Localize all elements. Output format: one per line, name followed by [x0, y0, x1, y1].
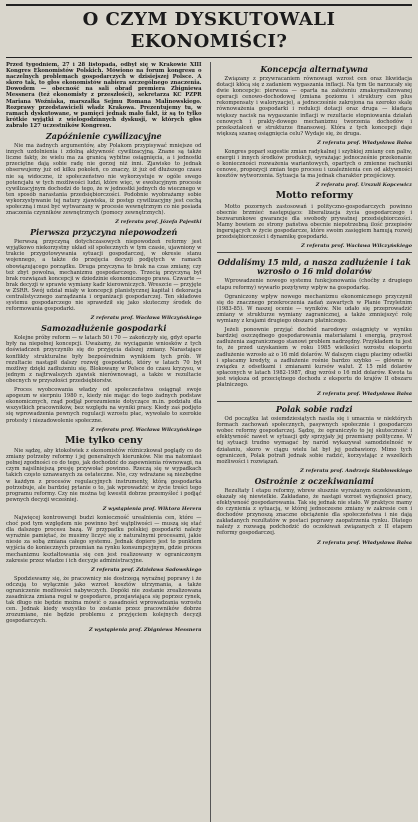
section-author: Z referatu prof. Wacława Wilczyńskiego: [90, 426, 202, 433]
title-rule: [6, 57, 412, 58]
section-heading: Ostrożnie z oczekiwaniami: [254, 475, 374, 486]
section-paragraph: Kongres poparł sugestie zmian radykalnej i szybkiej zmiany cen paliw, energii i innych środków produkcji, wyrażając jednocześnie przekonanie o konieczności rozważenia wariantowych, opartych o zmienne rachunki cenowe, propozycji zmian tego procesu i uzależnienia cen od aktywności kosztów wytworzenia. Sytuacja ta ma jednak charakter przejściowy.: [216, 148, 412, 180]
section-paragraph: Ograniczony wpływ nowego mechanizmu ekonomicznego przyczynił się do znacznego przekroczenia zadań zawartych w Planie Trzyletnim (1983-85). W naszej ocenie — wyników. Nie udało się przeprowadzić zmiany w strukturze wymiany zagranicznej, a także zmniejszyć rolę wymiany z krajami drugiego obszaru płatniczego.: [216, 293, 412, 325]
section-heading: Pierwsza przyczyna niepowodzeń: [30, 227, 178, 238]
section-paragraph: Nie sądzę, aby ktokolwiek z ekonomistów różniczkował poglądy co do zmiany potrzeby reformy i jej generalnych kierunków. Nie ma natomiast pełnej zgodności co do tego, jak dochodzić do zapewnienia równowagi, na czym najsilniejszą presję przywołać powinno. Rzeczą się w wypadkach takich często uznawanych za ostateczne. Nie, czy wdrażane są niezbędne w każdym z procesów regulacyjnych instrumenty, którą gospodarka potrzebuje, ale bardziej pytanie o to, jak wprowadzić w życie treści tego programu reformy. Czy nie można tej kwestii dobrze przemyśleć i podjąć pewnych decyzji wcześniej.: [6, 448, 202, 503]
section-paragraph: Wprowadzenie nowego systemu funkcjonowania (choćby z drugiego etapu reformy) wywarło pozytywny wpływ na gospodarkę.: [216, 278, 412, 291]
section-paragraph: Proces wyobcowania władzy od społeczeństwa osiągnął swoje apogeum w sierpniu 1980 r., kiedy nie mając do tego żadnych podstaw ekonomicznych, rząd podjął porozumienie dotyczące m.in. podziału dla wszystkich pracowników, bez względu na wyniki pracy. Kiedy zaś podjęto się wprowadzenia pewnych regulacji wzrostu płac, wywołało to szerokie protesty i niezadowolenie społeczne.: [6, 387, 202, 424]
section-paragraph: Jeżeli ponownie przyjąć dochód narodowy osiągnięty w wyniku bardziej oszczędnego gospodarowania materiałami i energią, przyrost zadłużenia zagranicznego stanowi problem nadrzędny. Przykładem tu jest to, że przed uzyskaniem w roku 1985 wielkości wzrostu eksportu zadłużenie wzrosło aż o 16 mld dolarów. W dalszym ciągu płacimy odsetki i spłacamy kredyty, a zadłużenie rośnie bardzo szybko — głównie w związku z odsetkami i zmianami kursów walut. Z 15 mld dolarów spłaconych w latach 1982-1987, dług wzrósł o 16 mld dolarów. Kwota ta jest większa od przeciętnego dochodu z eksportu do krajów II obszaru płatniczego.: [216, 327, 412, 388]
section-author: Z referatu prof. Andrzeja Stabłowskiego: [300, 467, 412, 474]
section-heading: Motto reformy: [275, 190, 353, 202]
lead-paragraph: Przed tygodniem, 27 i 28 listopada, odbył się w Krakowie XIII Kongres Ekonomistów Polskich. Mówiono na forum kongresu o naczelnych problemach gospodarczych w dzisiejszej Polsce. A skoro tak, to głos ekonomistów nabiera szczególnego znaczenia. Dowodem — obecność na sali obrad premiera Zbigniewa Messnera (też ekonomisty z przeszłości), sekretarza KC PZPR Mariana Woźniaka, marszałka Sejmu Romana Malinowskiego. Rozprawy przedstawicieli władz Krakowa. Prezentujemy tu, w ramach dyskutowane, w pamięci jednak mało fakt, iż są to tylko krótkie wyjątki z wielogodzinnych dyskusji, w których głos zabrało 127 uczestników Kongresu.: [6, 62, 202, 129]
section-heading: Koncepcja alternatywna: [260, 64, 369, 74]
section-author: Z referatu prof. Zdzisława Sadowskiego: [91, 566, 202, 573]
article-columns: [6, 62, 412, 822]
section-author: Z wystąpienia prof. Zbigniewa Messnera: [88, 627, 202, 634]
section-paragraph: Pierwszą przyczyną dotychczasowych niepowodzeń reformy jest wyjątkowo niekorzystny układ sił społecznych w tym czasie, ujawniony w trakcie przygotowywania sytuacji gospodarczej, w okresie stanu wojennego, a także do przejęcia decyzji podjętych w ramach obowiązującego porządku. Druga przyczyna to brak na czas zmiany, czy też zbyt powolna, mechanizmu gospodarczego. Trzecią przyczyną był brak rozwiązań koncepcji w dziedzinie ekonomicznego prawa. Czwarte — brak decyzji w sprawie wymiany kadr kierowniczych. Wreszcie — przyjęte w ZSRR. Swój udział miały w koncepcji planistycznej kapitał i dekoracja centralistycznego zarządzania i organizacji gospodarczej. Ten składowe systemu gospodarczego nie sprawdził się jako skuteczny środek do reformowania gospodarki.: [6, 239, 202, 313]
right-column: [210, 62, 413, 822]
section-heading: Polak sobie radzi: [275, 404, 353, 415]
section-paragraph: Od początku lat osiemdziesiątych nasila się i umacnia w niektórych formach zachowań społecznych, pasywnych społecznie i gospodarczo wobec reformy gospodarczej. Sądzę, że ograniczyło to jej skuteczność i efektywność nawet w sytuacji gdy sprzyjały jej przemiany polityczne. W tej sytuacji trudno wymagać by naród wykazywał samodzielność w działaniu, skoro w ciągu wielu lat był jej pozbawiony. Mimo tych ograniczeń, Polak potrafi jednak sobie radzić, korzystając z wszelkich możliwości i rozwiązań.: [216, 416, 412, 465]
section-author: Z referatu prof. Wacława Wilczyńskiego: [301, 243, 412, 250]
section-author: Z referatu prof. Wacława Wilczyńskiego: [90, 315, 202, 322]
section-heading: Zapóźnienie cywilizacyjne: [45, 131, 162, 142]
section-author: Z referatu prof. Władysława Balsa: [317, 539, 412, 546]
section-author: Z referatu prof. Urszuli Kopcewicz: [315, 182, 412, 189]
top-rule: [6, 4, 412, 6]
section-paragraph: Nie ma żadnych argumentów, aby Polakom przypisywać mniejsze od innych uzdolnienia i zdolną aktywność cywilizacyjną. Znane są także liczne fakty, że wielu ma za granicą wybitne osiągnięcia, a i jednostki przeciętne dają sobie radę nie gorzej niż inni. Zjawisko to jednak obserwujemy już od kilku pokoleń, co znaczy, iż już od dłuższego czasu nie są widoczne, iż społeczeństwo nie wykorzystuje w ogóle swego potencjału w tych możliwości ludzi, które więc, w ewolucyjnym procesie cywilizacyjnym dochodzi do tego, że w jednostki jednych do wiecznego w ten sposób narastania przedsiębiorczości. Podobnie wyobrażamy sobie wykorzystywanie tej natury zjawiska, iż postęp cywilizacyjny jest cechą społeczną i musi być wytwarzany w procesie wewnętrznym co nie posiada znaczenia czynników zewnętrznych (pomocy zewnętrznych).: [6, 143, 202, 217]
page-title: O CZYM DYSKUTOWALI EKONOMIŚCI?: [82, 9, 336, 52]
boxed-section: [217, 252, 413, 402]
section-author: Z wystąpienia prof. Wiktora Herera: [102, 505, 202, 512]
section-paragraph: Najwięcej kontrowersji budzi konieczność urealnienia cen, które — choć pod tym względem nie powinno być wątpliwości — muszą się stać dla dalszego procesu bazą. W przypadku polskiej gospodarki należy wyraźnie pamiętać, że musimy liczyć się z naturalnymi procesami, jakie niesie za sobą zmiana całego systemu. Jednak dopiero jest to punktem wyjścia do koniecznych przemian na rynku konsumpcyjnym, gdzie proces mechanizmu kształtowania się cen jest realizowany w ograniczonym zakresie przez władze i ich decyzje administracyjne.: [6, 514, 202, 564]
section-heading: Oddaliśmy 15 mld, a nasza zadłużenie i tak wzrosło o 16 mld dolarów: [217, 257, 411, 277]
section-paragraph: Motto pozornych zastosowań i polityczno-gospodarczych powinno obecnie brzmieć następująco: liberalizacja życia gospodarczego i bezwarunkowe gwarancje dla swobody prywatnej przedsiębiorczości. Mamy bowiem ze strony państwa obecnie niepotrzebną ilość przepisów ingerujących w życie gospodarcze, które swoim zasięgiem hamują rozwój przedsiębiorczości i dynamikę gospodarki.: [216, 203, 412, 241]
section-paragraph: Rezultaty I etapu reformy, wbrew słusznie wyrażanym oczekiwaniom, okazały się niewielkie. Zakładano, że nastąpi wzrost wydajności pracy, efektywność gospodarowania. Tak się jednak nie stało. W praktyce mamy do czynienia z sytuacją, w której jednoczesne zmiany w zakresie cen i dochodów przynoszą znaczne obciążenie dla społeczeństwa i nie dają zakładanych rezultatów w postaci poprawy zaopatrzenia rynku. Dlatego należy z rozwagą podchodzić do oczekiwań związanych z II etapem reformy gospodarczej.: [216, 487, 412, 537]
section-heading: Samozadłużenie gospodarki: [41, 323, 167, 334]
section-author: Z referatu prof. Władysława Balsa: [317, 391, 412, 398]
section-paragraph: Związany z przywracaniem równowagi wzrost cen oraz likwidacja dotacji kłócą się z zadaniem wygaszania inflacji. Na tym tle narzucały się dwie koncepcje: pierwsza — oparta na założeniu zmaksymalizowanej operacji cenowo-dochodowej (zmiana poziomu i struktury cen plus rekompensaty i waloryzacje), a jednocześnie zakrojona na szeroko skalę równoważenia gospodarki i redukcji dotacji oraz druga — kładąca większy nacisk na wygaszanie inflacji w rezultacie stopniowania działań cenowych i prakty-dowego mechanizmu tworzenia dochodów i przekształceń w strukturze finansowej. Która z tych koncepcji daje większą szansę osiągnięcia celu? Wydaje się, że druga.: [216, 76, 412, 137]
section-author: Z referatu prof. Józefa Pajestki: [115, 219, 202, 226]
section-heading: Mie tylko ceny: [65, 434, 143, 446]
section-paragraph: Spodziewamy się, że pracownicy nie dostrzegą wyraźnej poprawy i że odczują to wyłącznie jako wzrost kosztów utrzymania, a także ograniczenie możliwości nabywczych. Dopóki nie zostanie zrealizowana zasadnicza zmiana reguł w gospodarce, przejawiająca się poprzez rynek, tak długo nie będzie można mówić o zasadności wprowadzania wzrostu cen. Jednak kiedy wszystko to zostanie przez pracowników dobrze zrozumiane, nie będzie problemu z przyjęciem kolejnych decyzji gospodarczych.: [6, 575, 202, 625]
left-column: [6, 62, 202, 822]
section-paragraph: Kolejne próby reform — w latach 50 i 70 — zakończyły się, gdyż oparte były na niepełnej koncepcji. Uważamy, że wyciąganie wniosków z tych doświadczeń przyczyniło się do przyjęcia dalszej zmiany. Narastające konflikty strukturalne były bezpośrednim wynikiem tych prób. W rezultacie nastąpił dalszy rozwój gospodarki, który w latach 70 był możliwy dzięki zadłużeniu się. Blokowany w Polsce do czasu kryzysu, w jednym z najtrwalszych zjawisk nierównowagi, a także w rezultacie obecnych w przyszłości przedsiębiorstw.: [6, 335, 202, 384]
section-author: Z referatu prof. Władysława Balsa: [317, 139, 412, 146]
